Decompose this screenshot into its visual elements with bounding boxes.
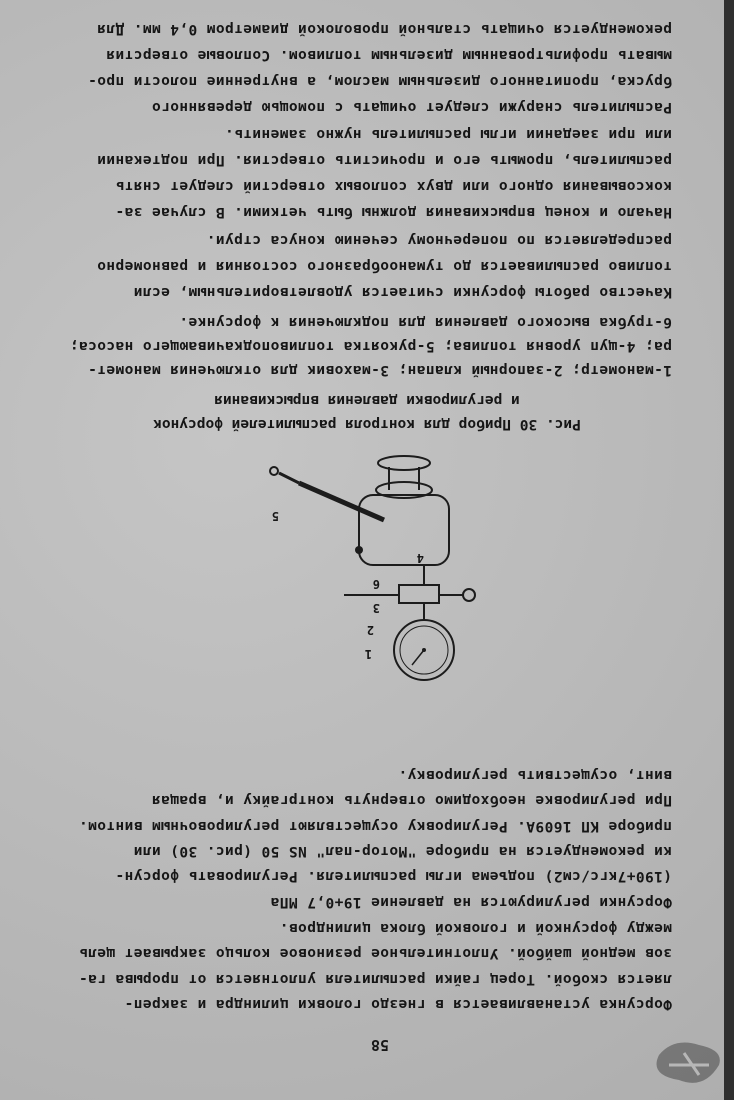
text-line: Форсунки регулируются на давление 19+0,7 МПа bbox=[270, 894, 672, 910]
page-number: 58 bbox=[370, 1036, 389, 1054]
text-line: ки рекомендуется на приборе "Мотор-пал" NS 50 (рис. 30) или bbox=[133, 843, 672, 859]
fuel-reservoir bbox=[359, 495, 449, 565]
text-line: топливо распыливается до туманообразного состояния и равномерно bbox=[96, 258, 672, 274]
text-line: бруска, пропитанного дизельным маслом, а внутренние полости про- bbox=[87, 73, 672, 89]
figure-legend-line: 1-манометр; 2-запорный клапан; 3-маховик для отключения маномет- bbox=[87, 362, 672, 378]
base-plate bbox=[378, 456, 430, 470]
text-line: При регулировке необходимо отвернуть контргайку и, вращая bbox=[151, 792, 672, 808]
valve-body bbox=[399, 585, 439, 603]
text-line: или при заедании иглы распылитель нужно заменить. bbox=[224, 126, 672, 142]
text-line: Форсунка устанавливается в гнездо головки цилиндра и закреп- bbox=[124, 996, 672, 1012]
figure-label-6: 6 bbox=[372, 577, 380, 591]
text-line: ляется скобой. Торец гайки распылителя уплотняется от прорыва га- bbox=[78, 971, 672, 987]
text-line: распределяется по поперечному сечению конуса струи. bbox=[206, 232, 672, 248]
text-line: приборе КП 1609А. Регулировку осуществляют регулировочным винтом. bbox=[78, 818, 672, 834]
figure-caption-subtitle: и регулировки давления впрыскивания bbox=[214, 392, 520, 408]
figure-label-2: 2 bbox=[366, 623, 374, 637]
text-line: Распылитель снаружи следует очищать с помощью деревянного bbox=[151, 99, 672, 115]
text-line: Начало и конец впрыскивания должны быть четкими. В случае за- bbox=[115, 204, 672, 220]
figure-label-3: 3 bbox=[372, 601, 380, 615]
text-line: между форсункой и головкой блока цилиндров. bbox=[279, 920, 672, 936]
text-line: зов медной шайбой. Уплотнительное резиновое кольцо закрывает щель bbox=[78, 945, 672, 961]
text-line: рекомендуется очищать стальной проволокой диаметром 0,4 мм. Для bbox=[96, 21, 672, 37]
figure-label-1: 1 bbox=[364, 647, 372, 661]
fuel-injector-tester-figure bbox=[244, 450, 484, 695]
text-line: (190+7кгс/см2) подъема иглы распылителя. Регулировать форсун- bbox=[115, 868, 672, 884]
print-stain-icon bbox=[639, 1035, 729, 1095]
figure-label-5: 5 bbox=[271, 509, 279, 523]
pipe-nut bbox=[463, 589, 475, 601]
text-line: Качество работы форсунки считается удовлетворительным, если bbox=[133, 284, 672, 300]
text-line: винт, осуществить регулировку. bbox=[398, 767, 672, 783]
pump-handle bbox=[299, 483, 384, 520]
fuel-level-probe bbox=[355, 546, 363, 554]
figure-label-4: 4 bbox=[416, 551, 424, 565]
figure-caption-title: Рис. 30 Прибор для контроля распылителей форсунок bbox=[153, 416, 581, 432]
text-line: мывать профильтрованным дизельным топливом. Сопловые отверстия bbox=[105, 47, 672, 63]
figure-legend-line: ра; 4-щуп уровня топлива; 5-рукоятка топливоподкачивающего насоса; bbox=[69, 338, 672, 354]
text-line: распылитель, промыть его и прочистить отверстия. При подтекании bbox=[96, 152, 672, 168]
text-line: коксовывания одного или двух сопловых отверстий следует снять bbox=[115, 178, 672, 194]
figure-legend-line: 6-трубка высокого давления для подключения к форсунке. bbox=[178, 314, 672, 330]
